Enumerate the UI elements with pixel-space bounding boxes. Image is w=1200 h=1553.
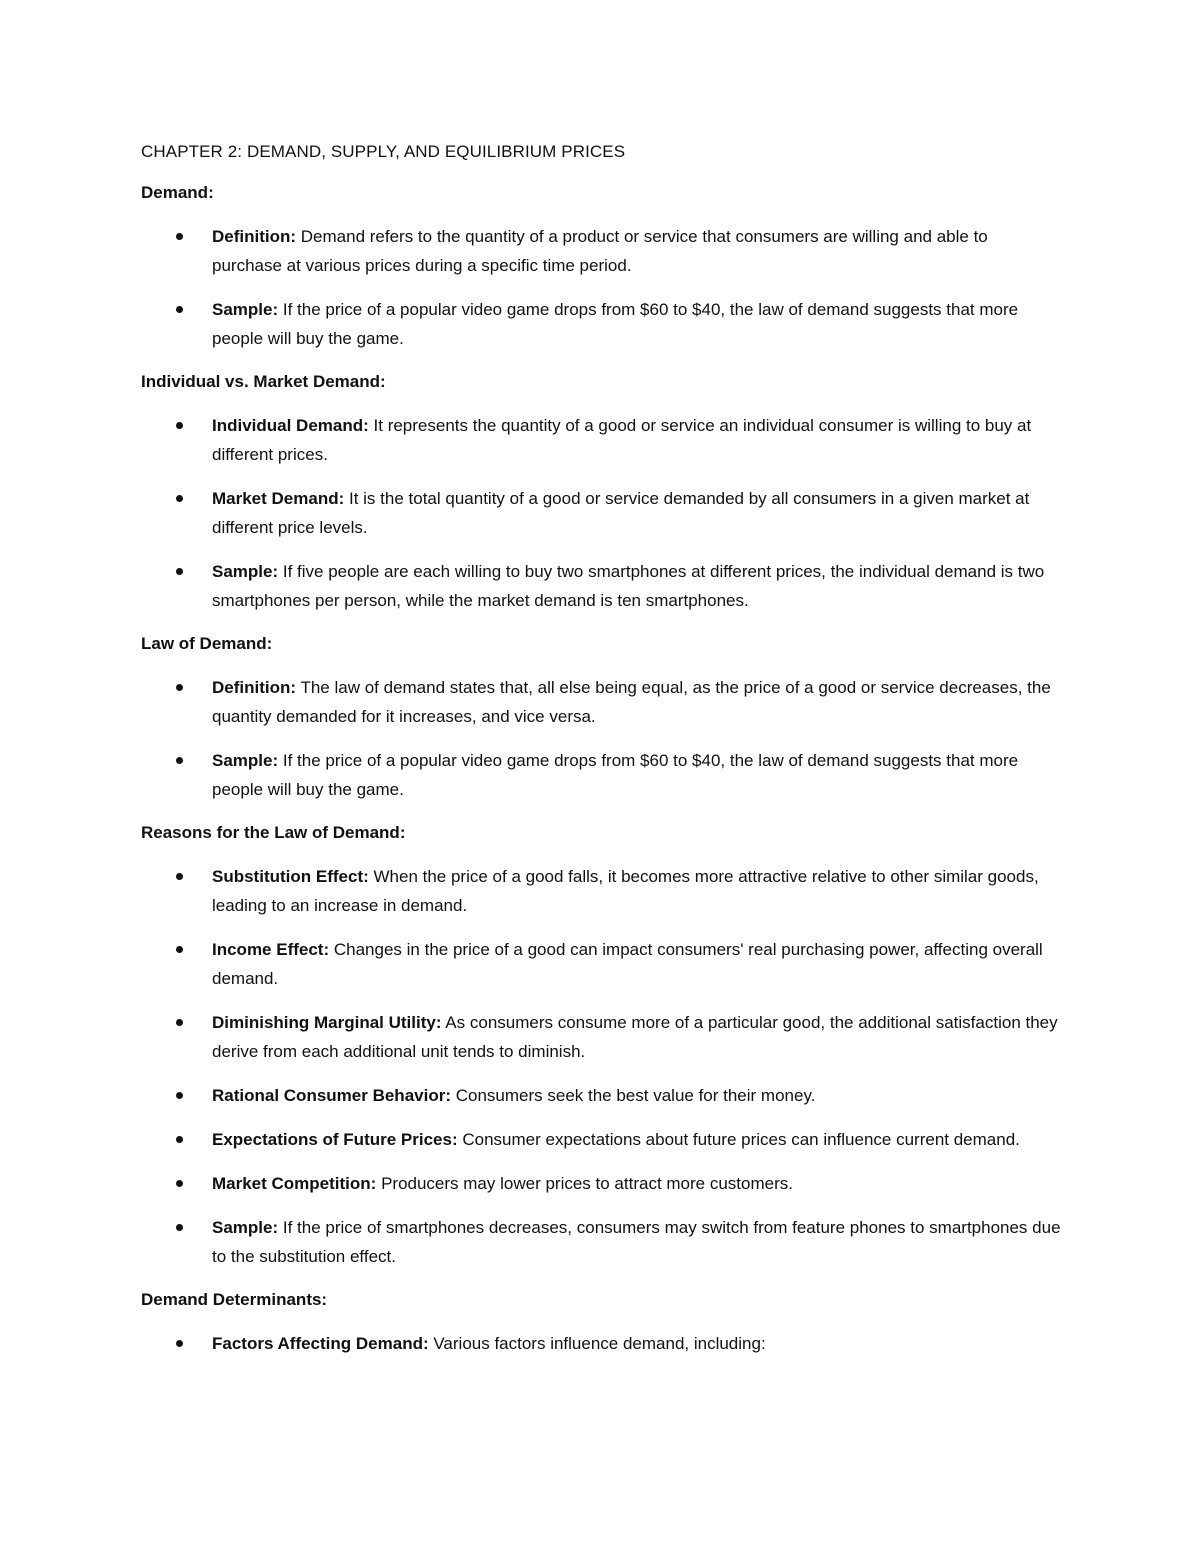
- list-item: [141, 295, 1061, 353]
- item-term: Definition:: [212, 227, 297, 246]
- bullet-icon: [176, 306, 183, 313]
- bullet-icon: [176, 757, 183, 764]
- item-term: Sample:: [212, 300, 279, 319]
- list-item: [141, 411, 1061, 469]
- section-heading: Demand Determinants:: [141, 1290, 328, 1309]
- bullet-icon: [176, 422, 183, 429]
- item-term: Definition:: [212, 678, 297, 697]
- list-item: [141, 1125, 1061, 1154]
- list-item: [141, 1081, 1061, 1110]
- item-term: Sample:: [212, 562, 279, 581]
- item-term: Individual Demand:: [212, 416, 369, 435]
- item-term: Expectations of Future Prices:: [212, 1130, 458, 1149]
- item-text: Various factors influence demand, including:: [428, 1334, 766, 1353]
- bullet-icon: [176, 873, 183, 880]
- bullet-list: [141, 862, 1061, 1271]
- section-heading: Reasons for the Law of Demand:: [141, 823, 406, 842]
- bullet-icon: [176, 1092, 183, 1099]
- item-term: Diminishing Marginal Utility:: [212, 1013, 442, 1032]
- item-text: It represents the quantity of a good or service an individual consumer is willing to buy at different prices.: [212, 416, 1032, 464]
- bullet-list: [141, 673, 1061, 804]
- item-term: Factors Affecting Demand:: [212, 1334, 429, 1353]
- list-item: [141, 1213, 1061, 1271]
- item-text: Consumer expectations about future prices can influence current demand.: [457, 1130, 1020, 1149]
- item-term: Sample:: [212, 751, 279, 770]
- item-text: If the price of smartphones decreases, consumers may switch from feature phones to smartphones due to the substitution effect.: [212, 1218, 1061, 1266]
- bullet-icon: [176, 568, 183, 575]
- bullet-icon: [176, 233, 183, 240]
- bullet-icon: [176, 1224, 183, 1231]
- list-item: [141, 484, 1061, 542]
- item-term: Market Competition:: [212, 1174, 377, 1193]
- list-item: [141, 222, 1061, 280]
- bullet-icon: [176, 684, 183, 691]
- list-item: [141, 557, 1061, 615]
- list-item: [141, 673, 1061, 731]
- item-text: Consumers seek the best value for their money.: [451, 1086, 816, 1105]
- section-heading: Law of Demand:: [141, 634, 273, 653]
- item-term: Market Demand:: [212, 489, 345, 508]
- item-text: Demand refers to the quantity of a product or service that consumers are willing and able to purchase at various prices during a specific time period.: [212, 227, 988, 275]
- page-content: [141, 140, 1061, 1375]
- sections-container: [141, 181, 1061, 1358]
- item-text: It is the total quantity of a good or service demanded by all consumers in a given market at different price levels.: [212, 489, 1030, 537]
- item-text: Producers may lower prices to attract more customers.: [376, 1174, 793, 1193]
- bullet-icon: [176, 1019, 183, 1026]
- item-term: Sample:: [212, 1218, 279, 1237]
- item-text: As consumers consume more of a particular good, the additional satisfaction they derive from each additional unit tends to diminish.: [212, 1013, 1058, 1061]
- list-item: [141, 862, 1061, 920]
- list-item: [141, 1169, 1061, 1198]
- list-item: [141, 1329, 1061, 1358]
- list-item: [141, 1008, 1061, 1066]
- bullet-icon: [176, 1340, 183, 1347]
- item-text: When the price of a good falls, it becomes more attractive relative to other similar goods, leading to an increase in demand.: [212, 867, 1039, 915]
- item-term: Substitution Effect:: [212, 867, 369, 886]
- section-heading: Individual vs. Market Demand:: [141, 372, 386, 391]
- item-text: If the price of a popular video game drops from $60 to $40, the law of demand suggests that more people will buy the game.: [212, 751, 1019, 799]
- item-text: If five people are each willing to buy two smartphones at different prices, the individual demand is two smartphones per person, while the market demand is ten smartphones.: [212, 562, 1045, 610]
- bullet-list: [141, 222, 1061, 353]
- item-term: Income Effect:: [212, 940, 330, 959]
- bullet-icon: [176, 946, 183, 953]
- section-heading: Demand:: [141, 183, 214, 202]
- bullet-icon: [176, 495, 183, 502]
- chapter-title: CHAPTER 2: DEMAND, SUPPLY, AND EQUILIBRIUM PRICES: [141, 142, 626, 161]
- bullet-icon: [176, 1136, 183, 1143]
- item-text: Changes in the price of a good can impact consumers' real purchasing power, affecting overall demand.: [212, 940, 1043, 988]
- list-item: [141, 935, 1061, 993]
- bullet-icon: [176, 1180, 183, 1187]
- bullet-list: [141, 1329, 1061, 1358]
- list-item: [141, 746, 1061, 804]
- bullet-list: [141, 411, 1061, 615]
- item-term: Rational Consumer Behavior:: [212, 1086, 451, 1105]
- item-text: The law of demand states that, all else being equal, as the price of a good or service decreases, the quantity demanded for it increases, and vice versa.: [212, 678, 1051, 726]
- item-text: If the price of a popular video game drops from $60 to $40, the law of demand suggests that more people will buy the game.: [212, 300, 1019, 348]
